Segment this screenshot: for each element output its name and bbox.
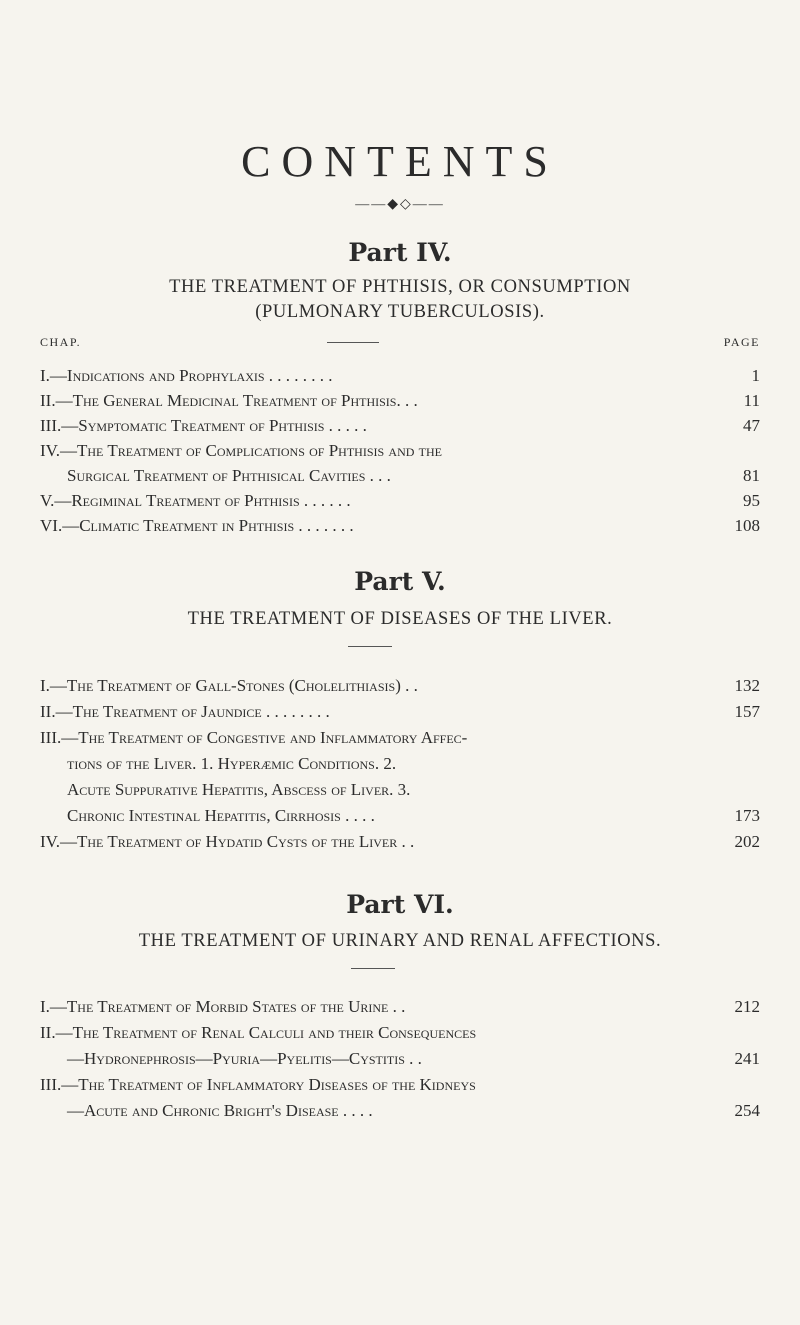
toc-entry-page: 47 (743, 416, 760, 435)
ornament-divider: ——◆◇—— (355, 197, 445, 212)
toc-entry-page: 254 (734, 1101, 760, 1120)
part-5-heading: Part V. (354, 567, 446, 596)
page-label: PAGE (723, 335, 760, 349)
short-rule (351, 968, 395, 969)
toc-entry-text: —Acute and Chronic Bright's Disease . . . . (67, 1101, 373, 1120)
part-4-heading: Part IV. (348, 238, 452, 267)
part-5-subtitle: THE TREATMENT OF DISEASES OF THE LIVER. (187, 609, 613, 629)
toc-entry-page: 132 (734, 676, 760, 695)
short-rule (327, 342, 379, 343)
part-4-subtitle-line1: THE TREATMENT OF PHTHISIS, OR CONSUMPTION (169, 277, 631, 297)
toc-entry-page: 81 (743, 466, 760, 485)
toc-entry-text: IV.—The Treatment of Complications of Phthisis and the (40, 441, 443, 460)
toc-entry-text: I.—The Treatment of Gall-Stones (Cholelithiasis) . . (40, 676, 418, 695)
toc-entry-text: I.—Indications and Prophylaxis . . . . . . . . (40, 366, 333, 385)
toc-entry-text: II.—The Treatment of Jaundice . . . . . . . . (40, 702, 330, 721)
toc-entry-text: III.—The Treatment of Congestive and Inflammatory Affec- (40, 728, 468, 747)
chap-label: CHAP. (40, 335, 82, 349)
toc-entry-text: tions of the Liver. 1. Hyperæmic Conditions. 2. (67, 754, 397, 773)
toc-entry-text: III.—The Treatment of Inflammatory Diseases of the Kidneys (40, 1075, 476, 1094)
toc-entry-text: V.—Regiminal Treatment of Phthisis . . . . . . (40, 491, 351, 510)
toc-entry-page: 157 (734, 702, 760, 721)
toc-entry-page: 241 (734, 1049, 760, 1068)
toc-entry-text: Acute Suppurative Hepatitis, Abscess of Liver. 3. (67, 780, 411, 799)
toc-entry-page: 1 (751, 366, 760, 385)
toc-entry-text: Chronic Intestinal Hepatitis, Cirrhosis . . . . (67, 806, 375, 825)
short-rule (348, 646, 392, 647)
toc-entry-text: IV.—The Treatment of Hydatid Cysts of the Liver . . (40, 832, 415, 851)
toc-entry-text: III.—Symptomatic Treatment of Phthisis . . . . . (40, 416, 367, 435)
toc-entry-page: 202 (734, 832, 760, 851)
toc-entry-text: II.—The General Medicinal Treatment of Phthisis. . . (40, 391, 418, 410)
toc-entry-text: Surgical Treatment of Phthisical Cavities . . . (67, 466, 391, 485)
part-4-subtitle-line2: (PULMONARY TUBERCULOSIS). (255, 302, 545, 322)
part-6-heading: Part VI. (346, 890, 454, 919)
toc-entry-page: 212 (734, 997, 760, 1016)
toc-entry-page: 95 (743, 491, 760, 510)
toc-entry-text: I.—The Treatment of Morbid States of the Urine . . (40, 997, 406, 1016)
toc-entry-text: —Hydronephrosis—Pyuria—Pyelitis—Cystitis . . (67, 1049, 422, 1068)
toc-entry-text: VI.—Climatic Treatment in Phthisis . . . . . . . (40, 516, 354, 535)
toc-entry-text: II.—The Treatment of Renal Calculi and their Consequences (40, 1023, 477, 1042)
toc-entry-page: 11 (743, 391, 760, 410)
toc-entry-page: 108 (734, 516, 760, 535)
toc-entry-page: 173 (734, 806, 760, 825)
part-6-subtitle: THE TREATMENT OF URINARY AND RENAL AFFECTIONS. (138, 931, 662, 951)
contents-title: CONTENTS (241, 137, 559, 186)
